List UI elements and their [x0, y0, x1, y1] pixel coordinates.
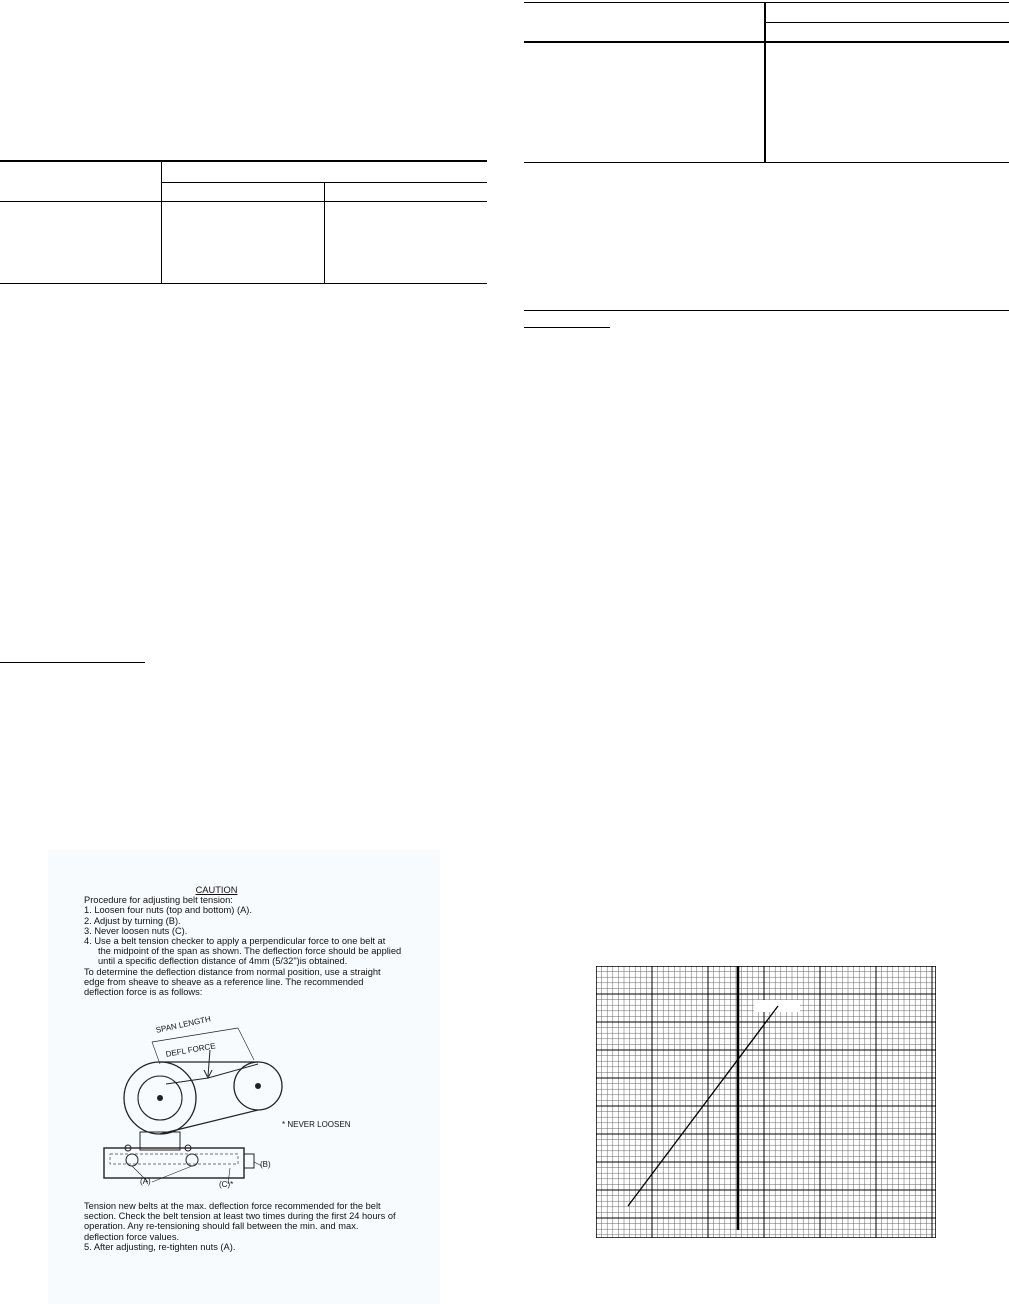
label-b: (B): [260, 1160, 271, 1169]
caution-line: section. Check the belt tension at least two times during the first 24 hours of: [84, 1211, 396, 1222]
caution-line: 4. Use a belt tension checker to apply a perpendicular force to one belt at: [84, 936, 386, 947]
caution-title: CAUTION: [195, 885, 238, 895]
caution-line: edge from sheave to sheave as a reference line. The recommended: [84, 976, 364, 987]
table-bottom-rule: [524, 162, 1009, 163]
caution-line: 1. Loosen four nuts (top and bottom) (A).: [84, 905, 252, 916]
caution-line: the midpoint of the span as shown. The deflection force should be applied: [98, 946, 402, 957]
line-label-box: [754, 1000, 800, 1012]
section-rule: [524, 310, 1009, 311]
caution-line: Tension new belts at the max. deflection force recommended for the belt: [84, 1201, 381, 1211]
label-c: (C)*: [219, 1180, 234, 1189]
table-top-rule: [524, 2, 1009, 3]
span-length-label: SPAN LENGTH: [155, 1014, 212, 1035]
section-heading-underline: [524, 327, 610, 328]
caution-line: To determine the deflection distance from normal position, use a straight: [84, 966, 381, 977]
table-col-divider: [161, 161, 162, 283]
caution-line: until a specific deflection distance of 4mm (5/32")is obtained.: [98, 956, 348, 967]
table-body-rule: [524, 41, 1009, 43]
caution-line: deflection force values.: [84, 1231, 180, 1242]
caution-line: 5. After adjusting, re-tighten nuts (A).: [84, 1241, 236, 1252]
caution-text-block: [84, 885, 440, 997]
caution-line: 2. Adjust by turning (B).: [84, 915, 181, 926]
caution-line: deflection force is as follows:: [84, 987, 203, 998]
caution-line: operation. Any re-tensioning should fall between the min. and max.: [84, 1221, 359, 1232]
section-heading-underline: [0, 662, 145, 663]
caution-line: Procedure for adjusting belt tension:: [84, 895, 233, 906]
table-bottom-rule: [0, 283, 487, 284]
table-col-divider: [764, 2, 766, 162]
label-a: (A): [140, 1177, 151, 1186]
table-col-divider: [324, 183, 325, 283]
never-loosen-label: * NEVER LOOSEN: [282, 1120, 351, 1129]
table-body-rule: [0, 201, 487, 202]
table-header-rule: [766, 22, 1009, 23]
graph-grid: [596, 966, 936, 1238]
belt-tension-diagram: [48, 1020, 440, 1190]
table-top-rule: [0, 160, 487, 162]
caution-line: 3. Never loosen nuts (C).: [84, 925, 188, 936]
caution-after-text: [84, 1201, 440, 1252]
defl-force-label: DEFL FORCE: [165, 1041, 217, 1059]
